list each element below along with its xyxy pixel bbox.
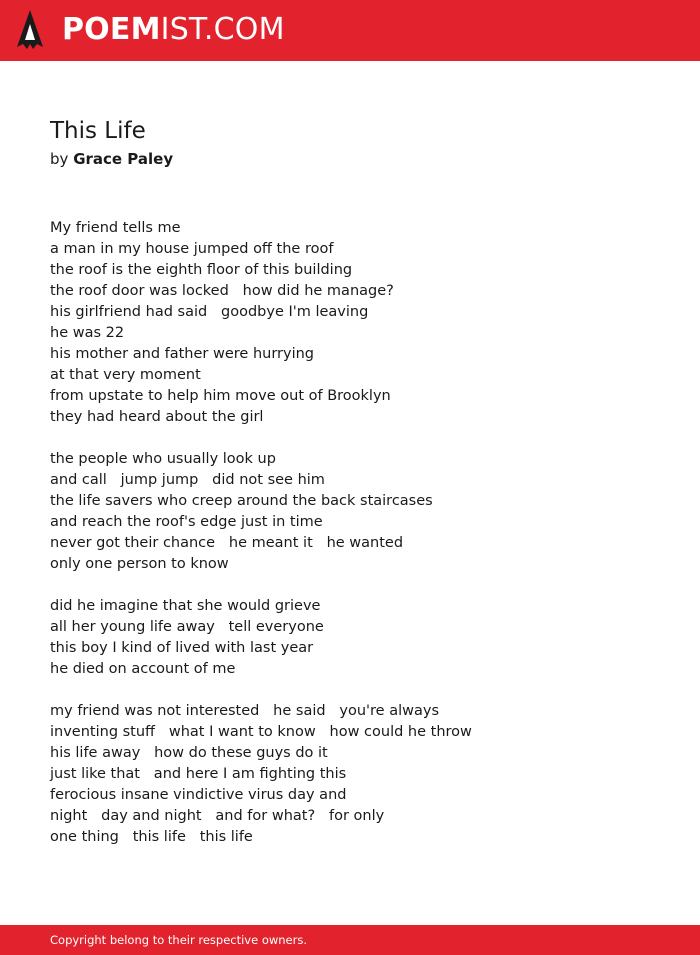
poem-line: and call jump jump did not see him <box>50 472 325 488</box>
poem-body <box>50 218 670 848</box>
poem-line: his girlfriend had said goodbye I'm leaving <box>50 304 369 320</box>
poem-line: did he imagine that she would grieve <box>50 598 321 614</box>
poem-line: the roof is the eighth floor of this building <box>50 262 353 278</box>
poem-line: his mother and father were hurrying <box>50 346 314 362</box>
poem-author: Grace Paley <box>73 150 174 168</box>
poem-line: inventing stuff what I want to know how could he throw <box>50 724 472 740</box>
poem-line: the roof door was locked how did he manage? <box>50 283 394 299</box>
site-footer <box>0 925 700 955</box>
stanza-break <box>50 428 670 449</box>
poem-line: he died on account of me <box>50 661 236 677</box>
site-header <box>0 0 700 61</box>
logo-text-bold: POEM <box>62 12 161 47</box>
poem-line: night day and night and for what? for only <box>50 808 385 824</box>
poem-line: never got their chance he meant it he wanted <box>50 535 404 551</box>
poem-line: a man in my house jumped off the roof <box>50 241 334 257</box>
poem-title: This Life <box>50 118 146 144</box>
poem-line: at that very moment <box>50 367 201 383</box>
by-label: by <box>50 150 69 168</box>
poem-line: they had heard about the girl <box>50 409 264 425</box>
poem-line: ferocious insane vindictive virus day and <box>50 787 347 803</box>
stanza-break <box>50 680 670 701</box>
poem-line: my friend was not interested he said you're always <box>50 703 439 719</box>
poem-line: My friend tells me <box>50 220 181 236</box>
poem-line: this boy I kind of lived with last year <box>50 640 314 656</box>
pencil-logo-icon[interactable] <box>17 10 43 51</box>
poem-line: all her young life away tell everyone <box>50 619 324 635</box>
poem-line: just like that and here I am fighting this <box>50 766 347 782</box>
poem-line: from upstate to help him move out of Brooklyn <box>50 388 391 404</box>
poem-line: he was 22 <box>50 325 125 341</box>
poem-line: and reach the roof's edge just in time <box>50 514 323 530</box>
poem-byline <box>50 149 173 169</box>
poem-line: his life away how do these guys do it <box>50 745 328 761</box>
poem-line: the life savers who creep around the back staircases <box>50 493 433 509</box>
poem-line: the people who usually look up <box>50 451 276 467</box>
logo-text-light: IST.COM <box>160 12 285 47</box>
poem-line: one thing this life this life <box>50 829 253 845</box>
poem-line: only one person to know <box>50 556 229 572</box>
copyright-notice: Copyright belong to their respective owners. <box>50 933 308 947</box>
site-logo[interactable] <box>62 12 285 48</box>
stanza-break <box>50 575 670 596</box>
